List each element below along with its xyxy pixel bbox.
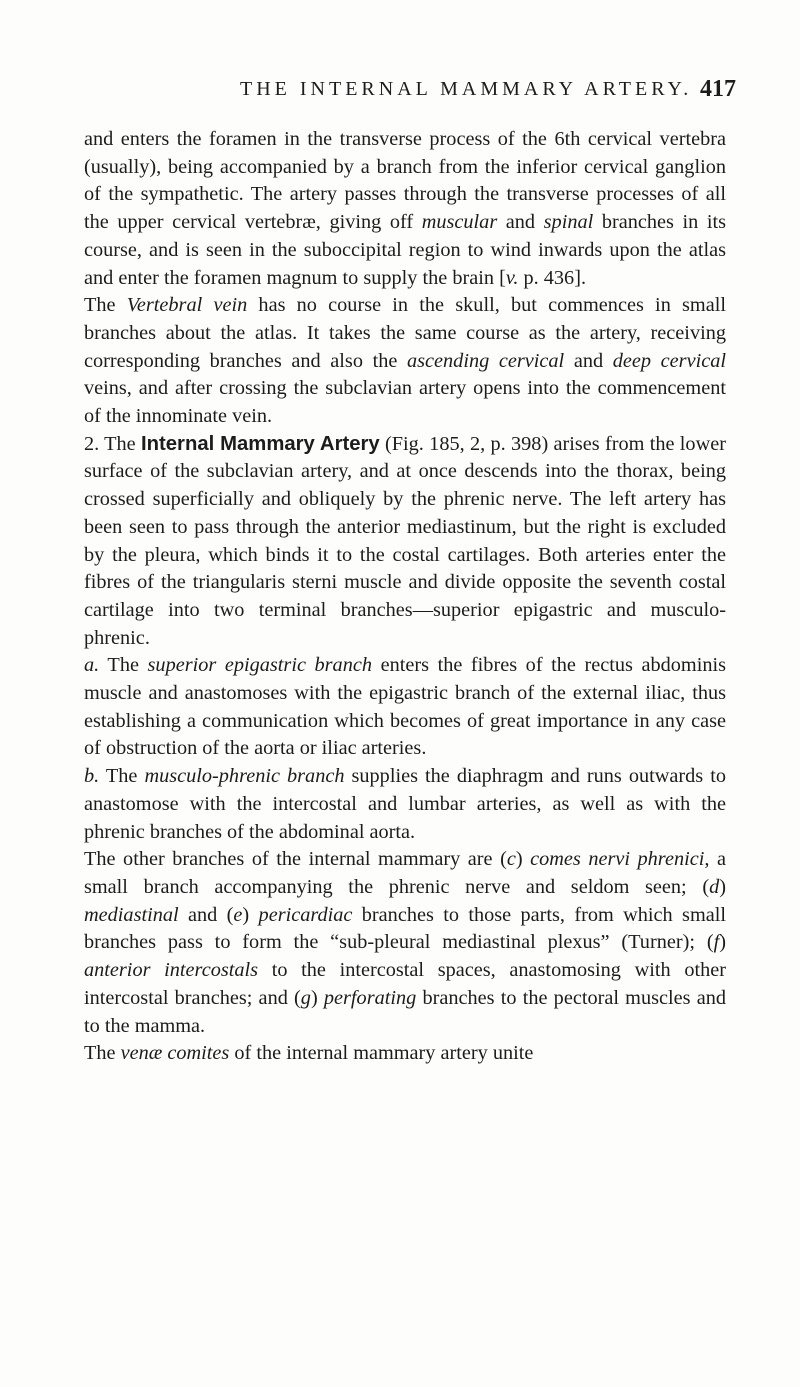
term-mediastinal: mediastinal xyxy=(84,903,179,926)
running-head xyxy=(240,78,736,108)
running-title: THE INTERNAL MAMMARY ARTERY. xyxy=(240,78,693,100)
list-label-b: b. xyxy=(84,765,100,788)
paragraph-superior-epigastric: a. The superior epigastric branch enters the fibres of the rectus abdominis muscle and anastomoses with the epigastric branch of the external iliac, thus establishing a communication which becomes of great importance in any case of obstruction of the aorta or iliac arteries. xyxy=(84,654,726,760)
term-spinal: spinal xyxy=(543,211,594,234)
term-comes-nervi-phrenici: comes nervi phrenici xyxy=(530,848,705,871)
term-ascending-cervical: ascending cervical xyxy=(407,349,565,372)
list-label-a: a. xyxy=(84,654,100,677)
term-deep-cervical: deep cervical xyxy=(612,349,726,372)
term-anterior-intercostals: anterior intercostals xyxy=(84,959,259,982)
term-vertebral-vein: Vertebral vein xyxy=(126,294,248,317)
term-musculo-phrenic: musculo-phrenic branch xyxy=(144,765,345,788)
body-text xyxy=(84,126,726,1068)
ref-v: v. xyxy=(505,266,519,289)
term-muscular: muscular xyxy=(421,211,498,234)
paragraph-internal-mammary: 2. The Internal Mammary Artery (Fig. 185, 2, p. 398) arises from the lower surface of the subclavian artery, and at once descends into the thorax, being crossed superficially and obliquely by the phrenic nerve. The left artery has been seen to pass through the anterior mediastinum, but the right is excluded by the pleura, which binds it to the costal cartilages. Both arteries enter the fibres of the triangularis sterni muscle and divide opposite the seventh costal cartilage into two terminal branches—superior epigastric and musculo-phrenic. xyxy=(84,432,726,649)
term-perforating: perforating xyxy=(323,986,417,1009)
paragraph-other-branches: The other branches of the internal mammary are (c) comes nervi phrenici, a small branch accompanying the phrenic nerve and seldom seen; (d) mediastinal and (e) pericardiac branches to those parts, from which small branches pass to form the “sub-pleural mediastinal plexus” (Turner); (f) anterior intercostals to the intercostal spaces, anastomosing with other intercostal branches; and (g) perforating branches to the pectoral muscles and to the mamma. xyxy=(84,848,726,1037)
page-number: 417 xyxy=(700,76,736,102)
section-heading: Internal Mammary Artery xyxy=(141,432,380,455)
paragraph-venae-comites: The venæ comites of the internal mammary artery unite xyxy=(84,1042,534,1065)
paragraph-vertebral-artery: and enters the foramen in the transverse process of the 6th cervical vertebra (usually), being accompanied by a branch from the inferior cervical ganglion of the sympathetic. The artery passes through the transverse processes of all the upper cervical vertebræ, giving off muscular and spinal branches in its course, and is seen in the suboccipital region to wind inwards upon the atlas and enter the foramen magnum to supply the brain [v. p. 436]. xyxy=(84,128,726,289)
term-superior-epigastric: superior epigastric branch xyxy=(147,654,372,677)
paragraph-musculo-phrenic: b. The musculo-phrenic branch supplies the diaphragm and runs outwards to anastomose with the intercostal and lumbar arteries, as well as with the phrenic branches of the abdominal aorta. xyxy=(84,765,726,843)
term-pericardiac: pericardiac xyxy=(258,903,353,926)
term-venae-comites: venæ comites xyxy=(120,1042,230,1065)
paragraph-vertebral-vein: The Vertebral vein has no course in the skull, but commences in small branches about the atlas. It takes the same course as the artery, receiving corresponding branches and also the ascending cervical and deep cervical veins, and after crossing the subclavian artery opens into the commencement of the innominate vein. xyxy=(84,294,726,428)
